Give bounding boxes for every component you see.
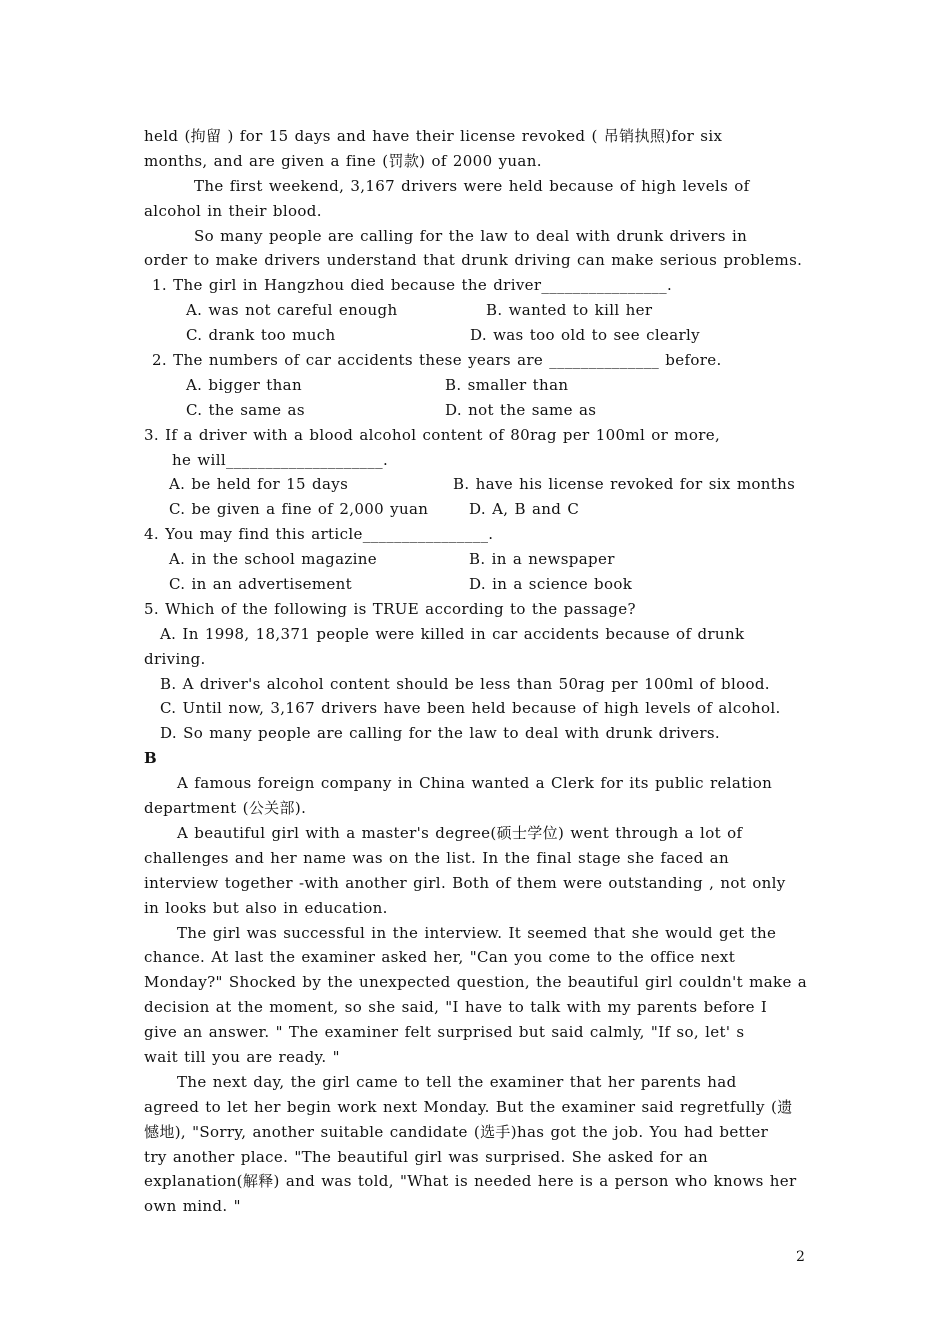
options-row — [144, 572, 824, 597]
options-row — [144, 398, 824, 423]
options-row — [144, 298, 824, 323]
option-d: D. So many people are calling for the law to deal with drunk drivers. — [160, 724, 721, 743]
passage-line: explanation(解释) and was told, "What is needed here is a person who knows her — [144, 1172, 797, 1191]
passage-line: order to make drivers understand that drunk driving can make serious problems. — [144, 251, 803, 270]
options-row — [144, 547, 824, 572]
passage-line: interview together -with another girl. Both of them were outstanding , not only — [144, 873, 786, 892]
passage-line: decision at the moment, so she said, "I have to talk with my parents before I — [144, 998, 768, 1017]
passage-line: alcohol in their blood. — [144, 201, 322, 220]
option-a-continued: driving. — [144, 649, 206, 668]
passage-line: A beautiful girl with a master's degree(硕士学位) went through a lot of — [177, 823, 743, 842]
options-row — [144, 323, 824, 348]
option-c: C. in an advertisement — [169, 575, 353, 594]
options-row — [144, 497, 824, 522]
option-b: B. A driver's alcohol content should be less than 50rag per 100ml of blood. — [160, 674, 770, 693]
question-stem: 5. Which of the following is TRUE according to the passage? — [144, 599, 636, 618]
option-b: B. smaller than — [445, 375, 569, 394]
page-number: 2 — [796, 1249, 806, 1265]
passage-line: try another place. "The beautiful girl was surprised. She asked for an — [144, 1147, 709, 1166]
option-d: D. A, B and C — [469, 500, 580, 519]
passage-line: challenges and her name was on the list. In the final stage she faced an — [144, 848, 729, 867]
option-a: A. in the school magazine — [169, 550, 378, 569]
option-b: B. have his license revoked for six months — [453, 475, 796, 494]
passage-line: Monday?" Shocked by the unexpected question, the beautiful girl couldn't make a — [144, 973, 808, 992]
passage-line: agreed to let her begin work next Monday. But the examiner said regretfully (遗 — [144, 1097, 793, 1116]
option-c: C. Until now, 3,167 drivers have been held because of high levels of alcohol. — [160, 699, 781, 718]
option-b: B. wanted to kill her — [486, 301, 653, 320]
question-stem: 1. The girl in Hangzhou died because the driver________________. — [152, 276, 673, 295]
passage-line: held (拘留 ) for 15 days and have their license revoked ( 吊销执照)for six — [144, 127, 723, 145]
passage-line: 憾地), "Sorry, another suitable candidate (选手)has got the job. You had better — [144, 1122, 769, 1141]
passage-line: own mind. " — [144, 1197, 241, 1216]
option-d: D. not the same as — [445, 400, 597, 419]
option-d: D. in a science book — [469, 575, 633, 594]
option-a: A. bigger than — [186, 375, 302, 394]
option-c: C. be given a fine of 2,000 yuan — [169, 500, 429, 519]
page-content — [144, 124, 824, 1219]
option-a: A. In 1998, 18,371 people were killed in car accidents because of drunk — [160, 624, 745, 643]
passage-line: The first weekend, 3,167 drivers were held because of high levels of — [194, 176, 750, 195]
passage-line: months, and are given a fine (罚款) of 2000 yuan. — [144, 151, 542, 170]
passage-line: The next day, the girl came to tell the examiner that her parents had — [177, 1072, 737, 1091]
passage-line: in looks but also in education. — [144, 898, 388, 917]
passage-line: The girl was successful in the interview. It seemed that she would get the — [177, 923, 777, 942]
question-stem: 4. You may find this article________________. — [144, 525, 494, 544]
option-c: C. the same as — [186, 400, 305, 419]
passage-line: department (公关部). — [144, 799, 307, 818]
section-label: B — [144, 749, 158, 768]
option-b: B. in a newspaper — [469, 550, 615, 569]
passage-line: wait till you are ready. " — [144, 1047, 340, 1066]
passage-line: So many people are calling for the law to deal with drunk drivers in — [194, 226, 748, 245]
passage-line: A famous foreign company in China wanted a Clerk for its public relation — [177, 774, 773, 793]
options-row — [144, 472, 824, 497]
question-stem: 2. The numbers of car accidents these years are ______________ before. — [152, 351, 722, 370]
passage-line: give an answer. " The examiner felt surprised but said calmly, "If so, let' s — [144, 1023, 745, 1042]
options-row — [144, 373, 824, 398]
option-a: A. was not careful enough — [186, 301, 398, 320]
option-c: C. drank too much — [186, 326, 336, 345]
passage-line: chance. At last the examiner asked her, "Can you come to the office next — [144, 948, 736, 967]
option-d: D. was too old to see clearly — [470, 326, 700, 345]
question-stem-continued: he will____________________. — [172, 450, 389, 469]
question-stem: 3. If a driver with a blood alcohol content of 80rag per 100ml or more, — [144, 425, 721, 444]
option-a: A. be held for 15 days — [169, 475, 349, 494]
